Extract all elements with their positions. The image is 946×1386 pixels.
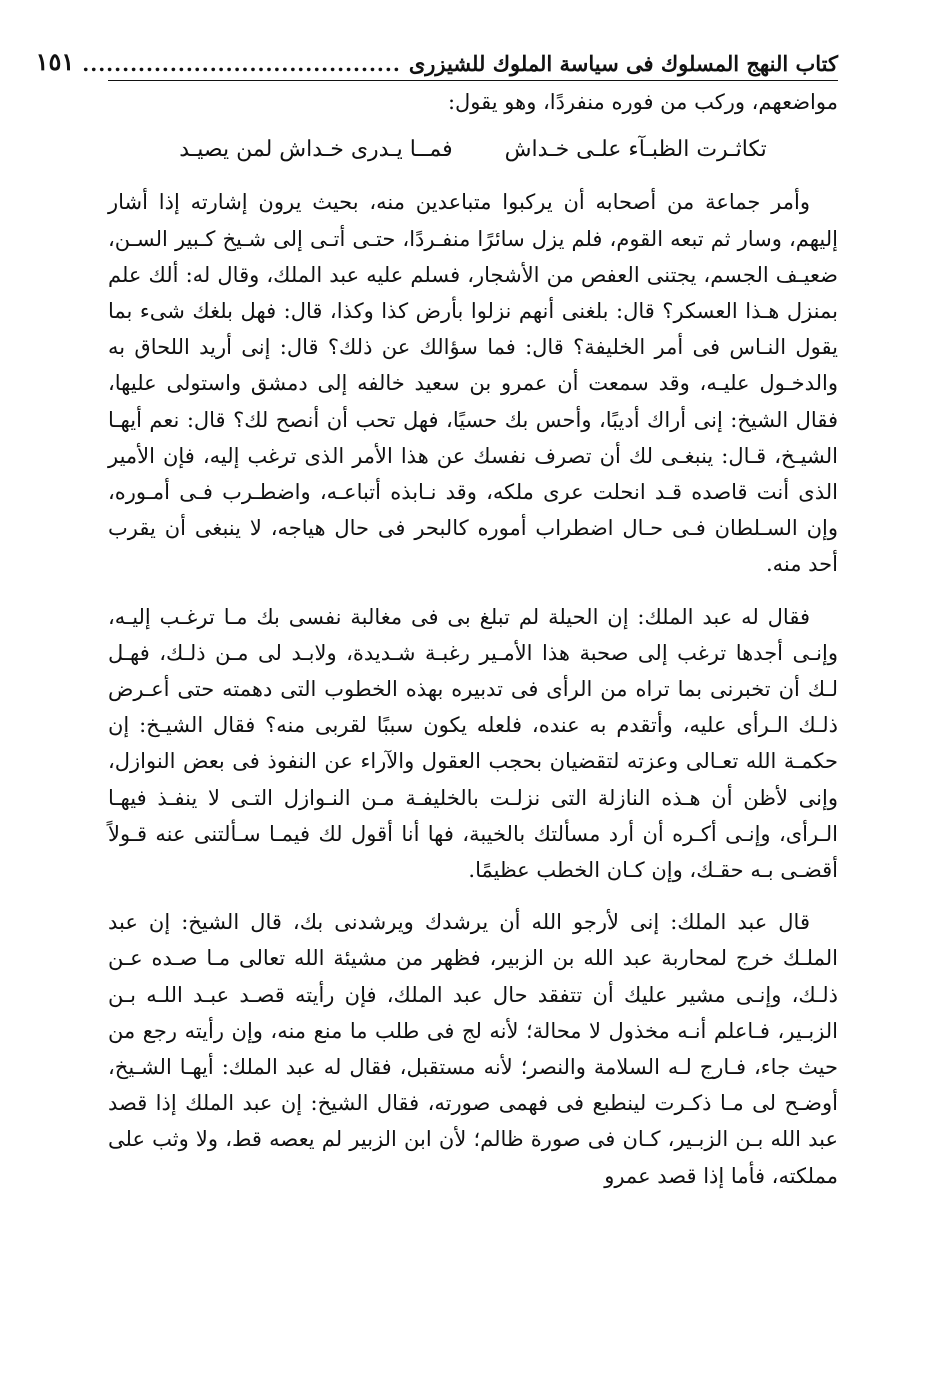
leader-dots: ........................................	[82, 52, 401, 76]
verse-first-hemistich: تكاثـرت الظبـآء علـى خـداش	[504, 137, 767, 163]
book-title: كتاب النهج المسلوك فى سياسة الملوك للشيزرى	[408, 51, 838, 76]
intro-line: مواضعهم، وركب من فوره منفردًا، وهو يقول:	[447, 90, 838, 114]
page-number: ١٥١	[35, 47, 75, 76]
paragraph-3: قال عبد الملك: إنى لأرجو الله أن يرشدك ويرشدنى بك، قال الشيخ: إن عبد الملـك خرج لمحاربة عبد الله بن الزبير، فظهر من مشيئة الله تعالى مـا صـده عـن ذلـك، وإنـى مشير عليك أن تتفقد حال عبد الملك، فإن رأيته قصـد عبـد اللـه بـن الزبـير، فـاعلم أنـه مخذول لا محالة؛ لأنه لج فى طلب ما منع منه، وإن رأيته رجع من حيث جاء، فـارج لـه السلامة والنصر؛ لأنه مستقبل، فقال له عبد الملك: أيهـا الشـيخ، أوضـح لى مـا ذكـرت لينطبع فى فهمى صورته، فقال الشيخ: إن عبد الملك إذا قصد عبد الله بـن الزبـير، كـان فى صورة ظالم؛ لأن ابن الزبير لم يعصه قط، ولا وثب على مملكته، فأما إذا قصد عمرو	[108, 910, 838, 1188]
paragraph-2: فقال له عبد الملك: إن الحيلة لم تبلغ بى فى مغالبة نفسى بك مـا ترغـب إليـه، وإنـى أجدها ترغب إلى صحبة هذا الأمـير رغبـة شـديدة، ولابـد لى مـن ذلـك، فهـل لـك أن تخبرنى بما تراه من الرأى فى تدبيره بهذه الخطوب التى دهمته حتى أعـرض ذلـك الـرأى عليه، وأتقدم به عنده، فلعله يكون سببًا لقربى منه؟ فقال الشيـخ: إن حكمـة الله تعـالى وعزته لتقضيان بحجب العقول والآراء عن النفوذ فى بعض النوازل، وإنى لأظن أن هـذه النازلة التى نزلـت بالخليفـة مـن النـوازل التـى لا ينفـذ فيهـا الـرأى، وإنـى أكـره أن أرد مسألتك بالخيبة، فها أنا أقول لك فيمـا سـألتنى عنه قـولاً أقضـى بـه حقـك، وإن كـان الخطب عظيمًا.	[108, 604, 838, 883]
poetry-verse	[108, 132, 838, 168]
verse-second-hemistich: فمــا يـدرى خـداش لمن يصيـد	[179, 137, 453, 163]
running-header	[35, 40, 838, 81]
body-text	[108, 84, 838, 1210]
paragraph-1: وأمر جماعة من أصحابه أن يركبوا متباعدين منه، بحيث يرون إشارته إذا أشار إليهم، وسار ثم تبعه القوم، فلم يزل سائرًا منفـردًا، حتـى أتـى إلى شـيخ كـبير السـن، ضعيـف الجسم، يجتنى العفص من الأشجار، فسلم عليه عبد الملك، وقال له: ألك علم بمنزل هـذا العسكر؟ قال: بلغنى أنهم نزلوا بأرض كذا وكذا، قال: فهل بلغك شىء بما يقول النـاس فى أمر الخليفة؟ قال: فما سؤالك عن ذلك؟ قال: إنى أريد اللحاق به والدخـول عليـه، وقد سمعت أن عمرو بن سعيد خالفه إلى دمشق واستولى عليها، فقال الشيخ: إنى أراك أديبًا، وأحس بك حسيًا، فهل تحب أن أنصح لك؟ قال: نعم أيهـا الشيـخ، قـال: ينبغـى لك أن تصرف نفسك عن هذا الأمر الذى ترغب إليه، فإن الأمير الذى أنت قاصده قـد انحلت عرى ملكه، وقد نـابذه أتباعـه، واضطـرب فـى أمـوره، وإن السـلطان فـى حـال اضطراب أموره كالبحر فى حال هياجه، لا ينبغى أن يقرب أحد منه.	[108, 190, 838, 577]
